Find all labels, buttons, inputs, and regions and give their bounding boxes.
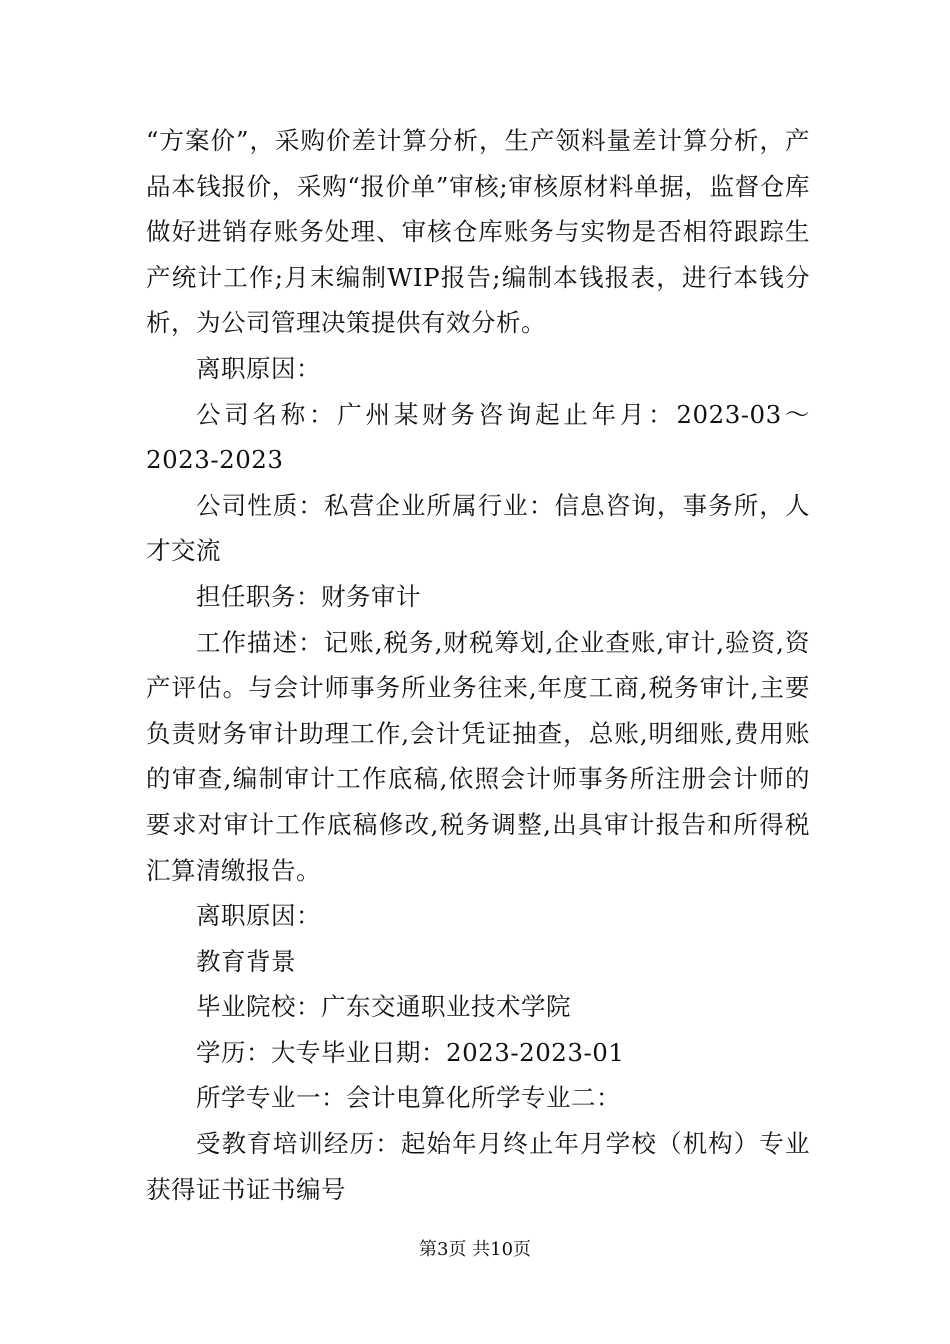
paragraph-company-nature: 公司性质：私营企业所属行业：信息咨询，事务所，人才交流 (146, 490, 810, 566)
paragraph-majors: 所学专业一：会计电算化所学专业二： (196, 1083, 621, 1113)
paragraph-leave-reason-2: 离职原因： (196, 901, 321, 931)
section-heading-education: 教育背景 (196, 946, 296, 976)
paragraph-training-history: 受教育培训经历：起始年月终止年月学校（机构）专业获得证书证书编号 (146, 1129, 810, 1204)
paragraph-leave-reason-1: 离职原因： (196, 353, 321, 383)
paragraph-position: 担任职务：财务审计 (196, 581, 421, 611)
paragraph-continued-duties: “方案价”，采购价差计算分析，生产领料量差计算分析，产品本钱报价，采购“报价单”审核;审核原材料单据，监督仓库做好进销存账务处理、审核仓库账务与实物是否相符跟踪生产统计工作;月末编制WIP报告;编制本钱报表，进行本钱分析，为公司管理决策提供有效分析。 (146, 126, 810, 338)
paragraph-job-description: 工作描述：记账,税务,财税筹划,企业查账,审计,验资,资产评估。与会计师事务所业务往来,年度工商,税务审计,主要负责财务审计助理工作,会计凭证抽查，总账,明细账,费用账的审查,编制审计工作底稿,依照会计师事务所注册会计师的要求对审计工作底稿修改,税务调整,出具审计报告和所得税汇算清缴报告。 (146, 627, 810, 885)
paragraph-degree: 学历：大专毕业日期：2023-2023-01 (196, 1037, 625, 1067)
page-number-footer: 第3页 共10页 (418, 1239, 532, 1260)
paragraph-company-name: 公司名称：广州某财务咨询起止年月：2023-03～2023-2023 (146, 399, 810, 475)
document-body (146, 118, 810, 1212)
paragraph-graduated-school: 毕业院校：广东交通职业技术学院 (196, 992, 571, 1022)
